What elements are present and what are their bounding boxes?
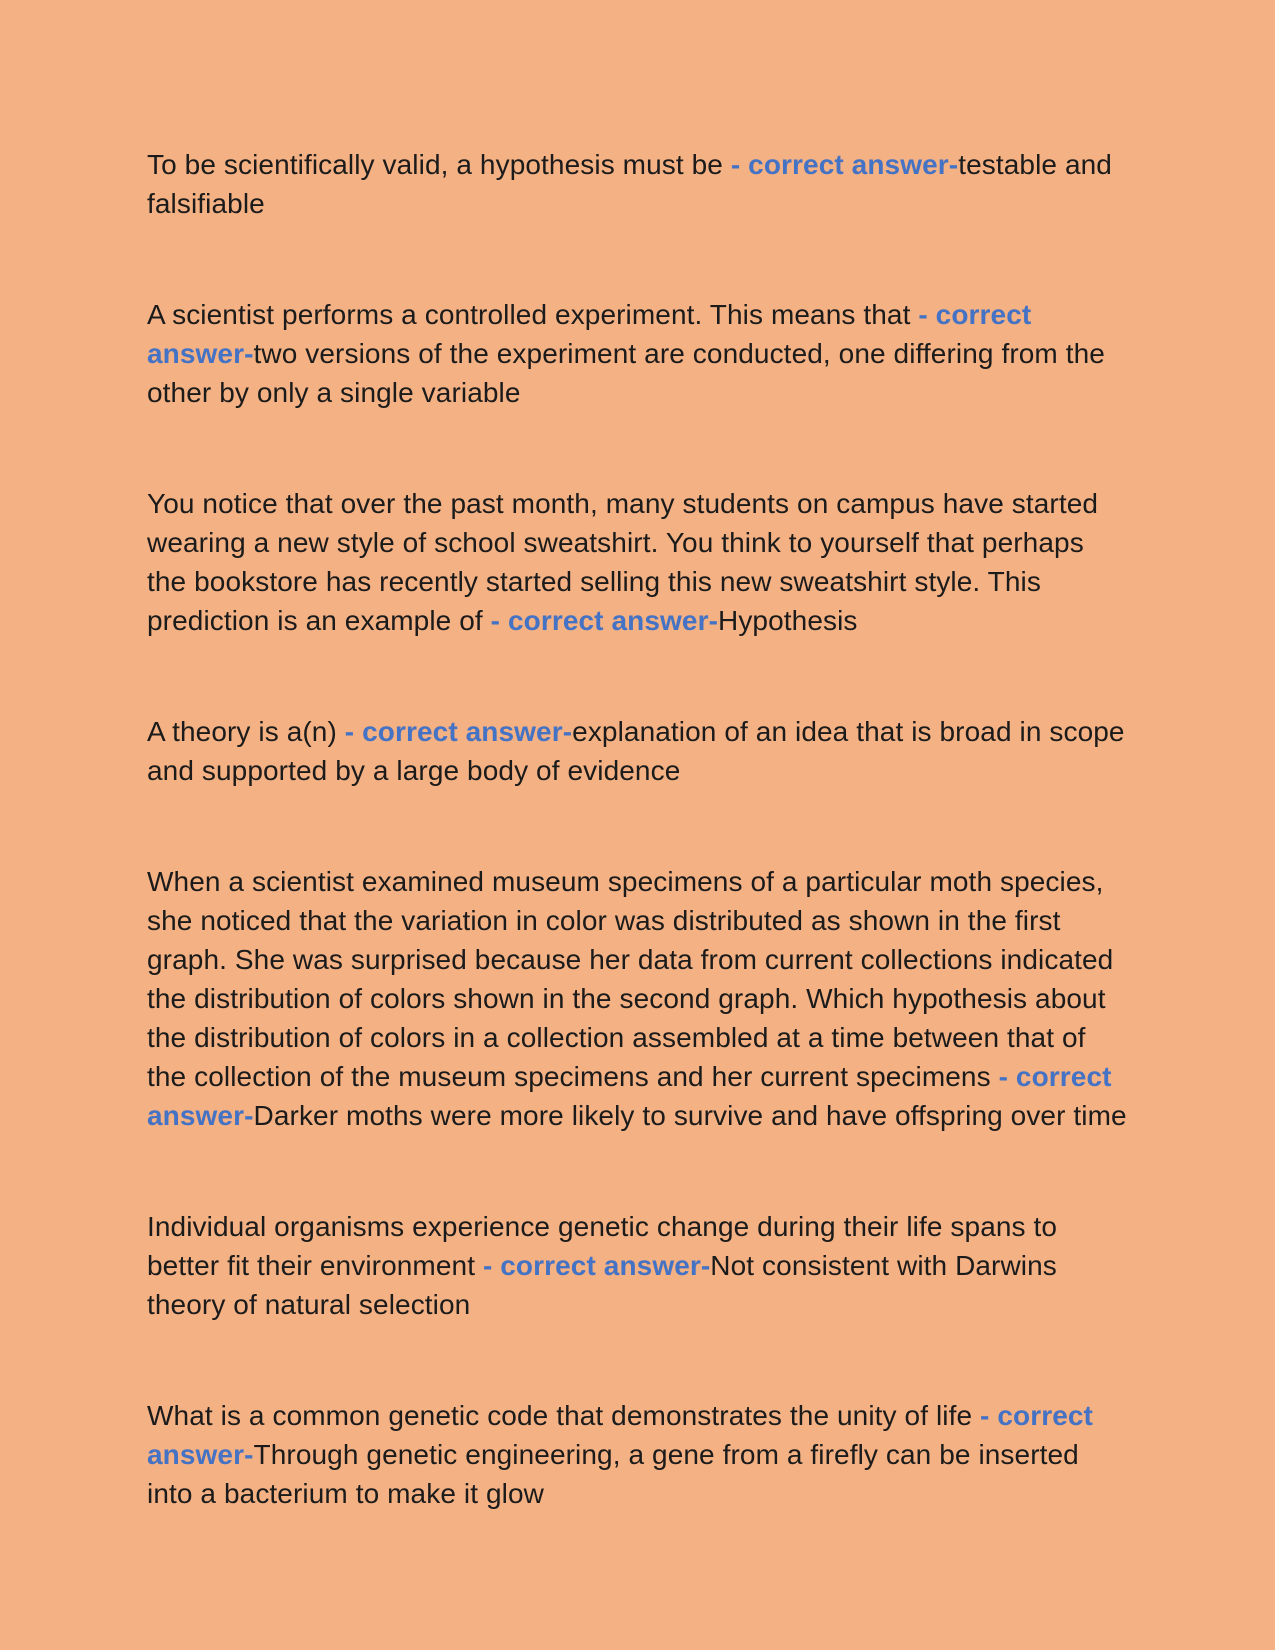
answer-text: Through genetic engineering, a gene from a firefly can be inserted into a bacterium to make it glow — [147, 1439, 1079, 1509]
correct-answer-marker: - correct answer- — [344, 716, 573, 747]
question-text: A theory is a(n) — [147, 716, 345, 747]
qa-paragraph — [147, 145, 1127, 223]
question-text: What is a common genetic code that demonstrates the unity of life — [147, 1400, 981, 1431]
qa-paragraph — [147, 712, 1127, 790]
correct-answer-marker: - correct answer- — [482, 1250, 711, 1281]
correct-answer-marker: - correct answer- — [147, 1400, 1093, 1470]
correct-answer-marker: - correct answer- — [147, 1061, 1112, 1131]
qa-paragraph — [147, 862, 1127, 1135]
question-text: Individual organisms experience genetic change during their life spans to better fit their environment — [147, 1211, 1058, 1281]
qa-paragraph — [147, 1396, 1127, 1513]
qa-paragraph — [147, 1207, 1127, 1324]
question-text: A scientist performs a controlled experiment. This means that — [147, 299, 919, 330]
correct-answer-marker: - correct answer- — [490, 605, 718, 636]
question-text: When a scientist examined museum specimens of a particular moth species, she noticed that the variation in color was distributed as shown in the first graph. She was surprised because her data from current collections indicated the distribution of colors shown in the second graph. Which hypothesis about the distribution of colors in a collection assembled at a time between that of the collection of the museum specimens and her current specimens — [147, 866, 1114, 1092]
answer-text: two versions of the experiment are conducted, one differing from the other by only a single variable — [147, 338, 1105, 408]
answer-text: Not consistent with Darwins theory of natural selection — [147, 1250, 1057, 1320]
correct-answer-marker: - correct answer- — [730, 149, 959, 180]
question-text: You notice that over the past month, many students on campus have started wearing a new style of school sweatshirt. You think to yourself that perhaps the bookstore has recently started selling this new sweatshirt style. This prediction is an example of — [147, 488, 1099, 636]
answer-text: Darker moths were more likely to survive and have offspring over time — [253, 1100, 1127, 1131]
answer-text: testable and falsifiable — [147, 149, 1112, 219]
qa-paragraph — [147, 484, 1127, 640]
qa-paragraph — [147, 295, 1127, 412]
question-text: To be scientifically valid, a hypothesis must be — [147, 149, 731, 180]
answer-text: Hypothesis — [718, 605, 858, 636]
correct-answer-marker: - correct answer- — [147, 299, 1032, 369]
answer-text: explanation of an idea that is broad in scope and supported by a large body of evidence — [147, 716, 1125, 786]
qa-list — [147, 145, 1127, 1513]
